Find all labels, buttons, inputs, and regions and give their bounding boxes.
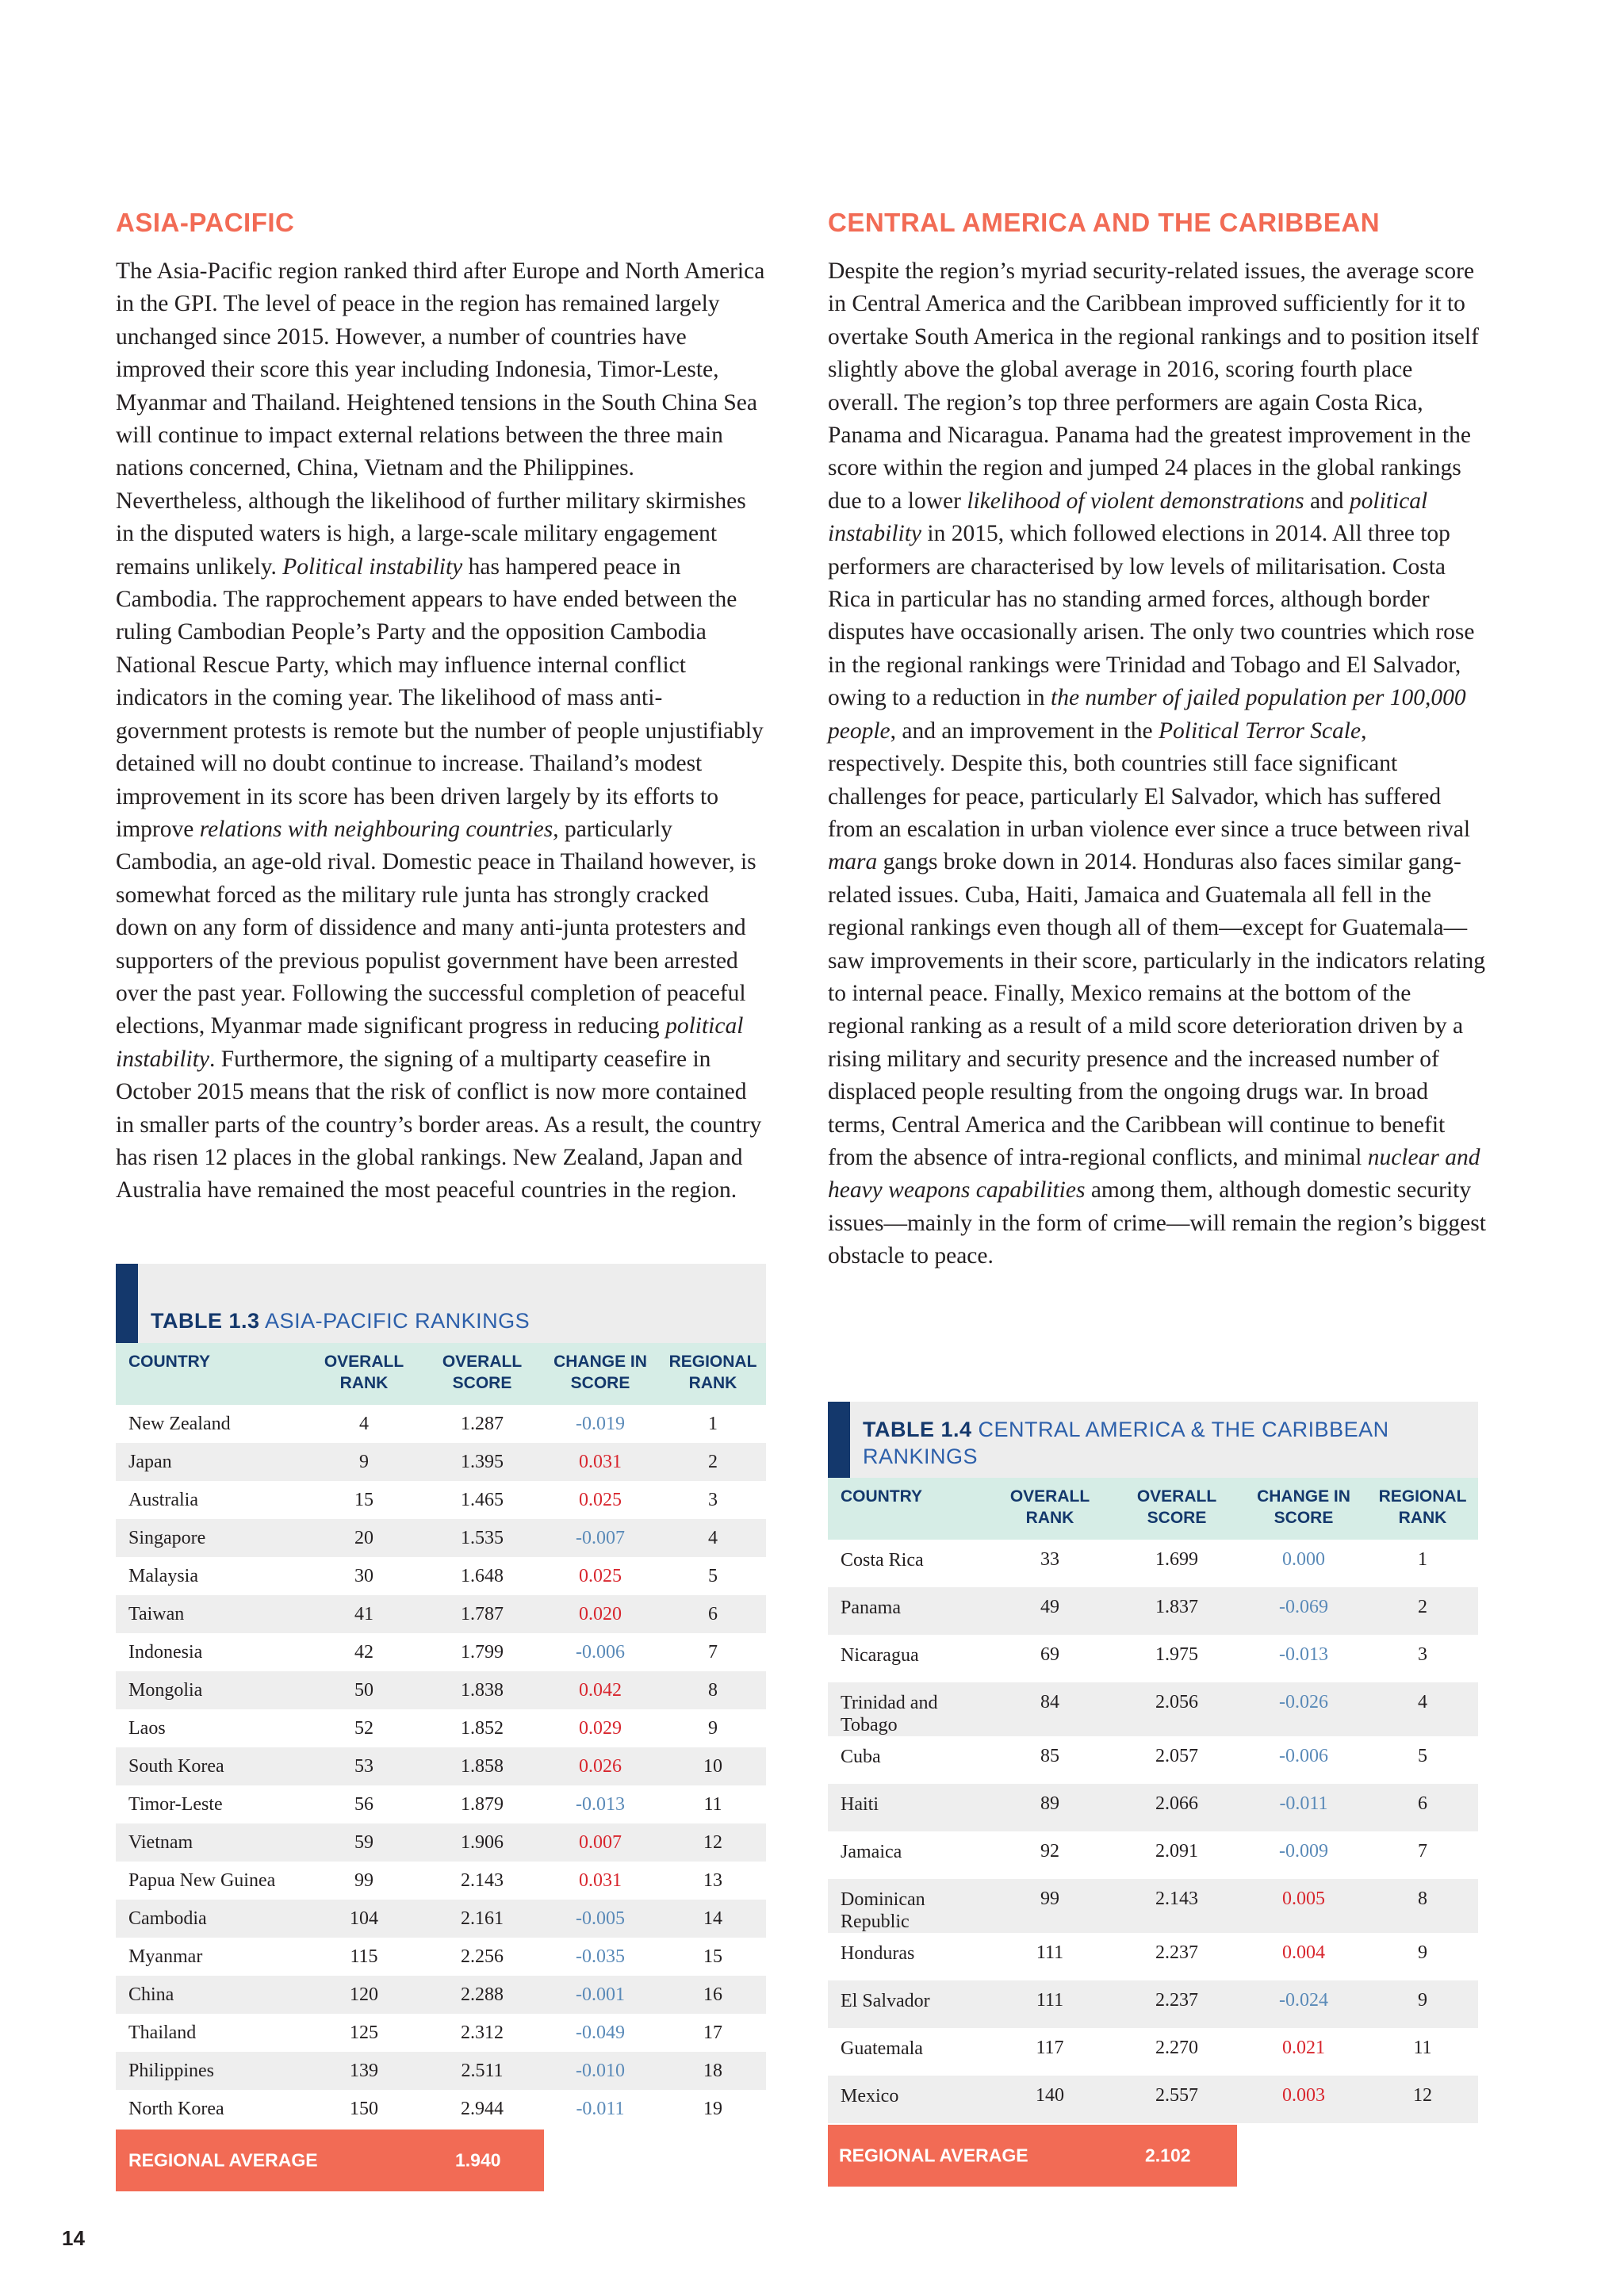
value-cell: 1 — [708, 1413, 718, 1434]
text-run: among them, although domestic security issues—mainly in the form of crime—will remain the region’s biggest obstacle to peace. — [828, 1177, 1486, 1269]
table-row — [828, 1682, 1478, 1736]
column-header: CHANGE IN SCORE — [541, 1343, 660, 1405]
value-cell: 0.004 — [1282, 1942, 1325, 1963]
text-run: in 2015, which followed elections in 2014. All three top performers are characterised by low levels of militarisation. Costa Rica in particular has no standing armed forces, although border disputes have occasionally arisen. The only two countries which rose in the regional rankings were Trinidad and Tobago and El Salvador, owing to a reduction in — [828, 521, 1475, 711]
column-header: CHANGE IN SCORE — [1240, 1478, 1367, 1540]
value-cell: 56 — [354, 1793, 373, 1815]
column-header: OVERALL SCORE — [1113, 1478, 1240, 1540]
value-cell: 42 — [354, 1641, 373, 1663]
value-cell: 53 — [304, 1747, 423, 1785]
value-cell: 15 — [703, 1946, 722, 1967]
country-cell: Laos — [128, 1717, 166, 1739]
table-row — [116, 1900, 766, 1938]
value-cell: 14 — [660, 1900, 766, 1938]
country-cell: Trinidad and Tobago — [828, 1682, 986, 1736]
text-run: gangs broke down in 2014. Honduras also faces similar gang-related issues. Cuba, Haiti, Jamaica and Guatemala all fell in the regional rankings even though all of them—except for Guatemala—saw improvements in their score, particularly in the indicators relating to internal peace. Finally, Mexico remains at the bottom of the regional ranking as a result of a mild score deterioration driven by a rising military and security presence and the increased number of displaced people resulting from the ongoing drugs war. In broad terms, Central America and the Caribbean will continue to benefit from the absence of intra-regional conflicts, and minimal — [828, 849, 1486, 1170]
value-cell: 0.042 — [541, 1671, 660, 1709]
table-header-band — [828, 1402, 1478, 1478]
asia-pacific-rankings-table — [116, 1343, 766, 2128]
text-run: and — [1304, 488, 1350, 514]
value-cell: 5 — [1418, 1746, 1427, 1766]
value-cell: 17 — [703, 2022, 722, 2043]
value-cell: 5 — [708, 1565, 718, 1586]
value-cell: 99 — [354, 1869, 373, 1891]
value-cell: -0.019 — [576, 1413, 625, 1434]
value-cell: 12 — [1367, 2076, 1478, 2123]
value-cell: 2.511 — [423, 2052, 541, 2090]
value-cell: -0.026 — [1240, 1682, 1367, 1736]
value-cell: 0.007 — [541, 1823, 660, 1862]
value-cell: -0.006 — [576, 1641, 625, 1663]
value-cell: 15 — [354, 1489, 373, 1510]
value-cell: 69 — [1040, 1644, 1059, 1665]
value-cell: 9 — [708, 1717, 718, 1739]
value-cell: 117 — [1036, 2038, 1064, 2058]
italic-phrase: political instability — [828, 488, 1428, 547]
country-cell: Mongolia — [116, 1671, 304, 1709]
table-row — [116, 1443, 766, 1481]
value-cell: 84 — [986, 1682, 1113, 1736]
value-cell: 7 — [1418, 1841, 1427, 1862]
country-cell: Cambodia — [116, 1900, 304, 1938]
column-header: REGIONAL RANK — [1367, 1478, 1478, 1540]
table-row — [116, 1481, 766, 1519]
country-cell: Mexico — [828, 2076, 986, 2123]
regional-average-value: 1.940 — [455, 2149, 501, 2171]
value-cell: 0.005 — [1240, 1879, 1367, 1933]
text-run: , respectively. Despite this, both countries still face significant challenges for peace, particularly El Salvador, which has suffered from an escalation in urban violence ever since a truce between rival — [828, 718, 1471, 842]
value-cell: 92 — [1040, 1841, 1059, 1862]
table-1-3 — [116, 1264, 766, 2191]
accent-bar — [828, 1402, 850, 1478]
table-row — [828, 1784, 1478, 1831]
value-cell: 2 — [1367, 1587, 1478, 1635]
table-row — [116, 1405, 766, 1443]
value-cell: -0.011 — [1240, 1784, 1367, 1831]
value-cell: 18 — [660, 2052, 766, 2090]
country-cell: North Korea — [128, 2098, 224, 2119]
value-cell: 2.161 — [423, 1900, 541, 1938]
country-cell: Panama — [828, 1587, 986, 1635]
country-cell: Indonesia — [128, 1641, 203, 1663]
table-row — [116, 1976, 766, 2014]
country-cell: South Korea — [116, 1747, 304, 1785]
table-row — [116, 1709, 766, 1747]
value-cell: 11 — [703, 1793, 722, 1815]
value-cell: -0.001 — [541, 1976, 660, 2014]
country-cell: Taiwan — [116, 1595, 304, 1633]
value-cell: -0.049 — [576, 2022, 625, 2043]
value-cell: 9 — [1418, 1942, 1427, 1963]
value-cell: 2.288 — [423, 1976, 541, 2014]
country-cell: Costa Rica — [841, 1550, 924, 1571]
value-cell: -0.007 — [541, 1519, 660, 1557]
text-run: The Asia-Pacific region ranked third after Europe and North America in the GPI. The level of peace in the region has remained largely unchanged since 2015. However, a number of countries have improved their score this year including Indonesia, Timor-Leste, Myanmar and Thailand. Heightened tensions in the South China Sea will continue to impact external relations between the three main nations concerned, China, Vietnam and the Philippines. Nevertheless, although the likelihood of further military skirmishes in the disputed waters is high, a large-scale military engagement remains unlikely. — [116, 258, 765, 580]
table-header-band — [116, 1264, 766, 1343]
value-cell: 16 — [660, 1976, 766, 2014]
value-cell: -0.010 — [541, 2052, 660, 2090]
value-cell: 41 — [304, 1595, 423, 1633]
country-cell: Vietnam — [116, 1823, 304, 1862]
value-cell: -0.011 — [576, 2098, 625, 2119]
value-cell: 20 — [304, 1519, 423, 1557]
table-row — [116, 1557, 766, 1595]
value-cell: 1.535 — [423, 1519, 541, 1557]
table-label: TABLE 1.3 — [151, 1309, 260, 1333]
value-cell: 150 — [350, 2098, 378, 2119]
value-cell: 85 — [1040, 1746, 1059, 1766]
central-america-heading: CENTRAL AMERICA AND THE CARIBBEAN — [828, 208, 1381, 237]
country-cell: Australia — [128, 1489, 198, 1510]
value-cell: 99 — [986, 1879, 1113, 1933]
value-cell: 0.029 — [579, 1717, 622, 1739]
value-cell: 1.852 — [461, 1717, 504, 1739]
value-cell: 1.837 — [1113, 1587, 1240, 1635]
table-row — [828, 1831, 1478, 1879]
country-cell: Haiti — [828, 1784, 986, 1831]
italic-phrase: political instability — [116, 1013, 744, 1072]
value-cell: 2.237 — [1113, 1980, 1240, 2028]
table-row — [828, 2076, 1478, 2123]
column-header: COUNTRY — [828, 1478, 986, 1540]
text-run: . Furthermore, the signing of a multiparty ceasefire in October 2015 means that the risk of conflict is now more contained in smaller parts of the country’s border areas. As a result, the country has risen 12 places in the global rankings. New Zealand, Japan and Australia have remained the most peaceful countries in the region. — [116, 1046, 762, 1203]
value-cell: 111 — [1036, 1942, 1064, 1963]
country-cell: Thailand — [128, 2022, 197, 2043]
value-cell: 125 — [350, 2022, 378, 2043]
table-row — [828, 2028, 1478, 2076]
table-row — [828, 1736, 1478, 1784]
value-cell: 1.858 — [423, 1747, 541, 1785]
value-cell: 140 — [986, 2076, 1113, 2123]
central-america-paragraph — [828, 255, 1486, 1273]
value-cell: 89 — [986, 1784, 1113, 1831]
table-row — [116, 1595, 766, 1633]
country-cell: Jamaica — [841, 1842, 902, 1862]
value-cell: 0.031 — [579, 1869, 622, 1891]
italic-phrase: relations with neighbouring countries, — [199, 816, 559, 842]
value-cell: 1.287 — [461, 1413, 504, 1434]
italic-phrase: the number of jailed population per 100,000 people — [828, 685, 1466, 744]
regional-average-value: 2.102 — [1145, 2145, 1191, 2166]
value-cell: 49 — [986, 1587, 1113, 1635]
value-cell: 0.003 — [1240, 2076, 1367, 2123]
value-cell: -0.009 — [1279, 1841, 1328, 1862]
text-run: particularly Cambodia, an age-old rival. Domestic peace in Thailand however, is somewhat forced as the military rule junta has strongly cracked down on any form of dissidence and many anti-junta protesters and supporters of the previous populist government have been arrested over the past year. Following the successful completion of peaceful elections, Myanmar made significant progress in reducing — [116, 816, 756, 1039]
value-cell: 4 — [660, 1519, 766, 1557]
central-america-section — [828, 208, 1486, 1273]
country-cell: Honduras — [841, 1943, 915, 1964]
value-cell: -0.013 — [576, 1793, 625, 1815]
value-cell: 0.021 — [1282, 2038, 1325, 2058]
value-cell: 139 — [304, 2052, 423, 2090]
text-run: Despite the region’s myriad security-related issues, the average score in Central America and the Caribbean improved sufficiently for it to overtake South America in the regional rankings and to position itself slightly above the global average in 2016, scoring fourth place overall. The region’s top three performers are again Costa Rica, Panama and Nicaragua. Panama had the greatest improvement in the score within the region and jumped 24 places in the global rankings due to a lower — [828, 258, 1479, 514]
country-cell: Cuba — [841, 1747, 881, 1767]
regional-average-bar — [116, 2130, 544, 2191]
value-cell: 2.057 — [1155, 1746, 1198, 1766]
value-cell: 0.031 — [541, 1443, 660, 1481]
country-cell: Japan — [116, 1443, 304, 1481]
value-cell: 1.838 — [423, 1671, 541, 1709]
table-title — [151, 1309, 530, 1334]
value-cell: -0.005 — [541, 1900, 660, 1938]
table-row — [116, 1823, 766, 1862]
value-cell: 1.787 — [423, 1595, 541, 1633]
country-cell: Nicaragua — [841, 1645, 919, 1666]
value-cell: 11 — [1413, 2038, 1432, 2058]
value-cell: 2.944 — [461, 2098, 504, 2119]
value-cell: 13 — [703, 1869, 722, 1891]
accent-bar — [116, 1264, 138, 1343]
column-header: OVERALL SCORE — [423, 1343, 541, 1405]
value-cell: 111 — [986, 1980, 1113, 2028]
table-title — [863, 1416, 1418, 1470]
value-cell: -0.013 — [1279, 1644, 1328, 1665]
value-cell: 2 — [660, 1443, 766, 1481]
value-cell: -0.035 — [576, 1946, 625, 1967]
value-cell: 10 — [660, 1747, 766, 1785]
page-number: 14 — [62, 2226, 85, 2250]
table-row — [828, 1587, 1478, 1635]
regional-average-label: REGIONAL AVERAGE — [128, 2149, 318, 2171]
country-cell: New Zealand — [128, 1413, 231, 1434]
table-label: TABLE 1.4 — [863, 1418, 972, 1441]
asia-pacific-section — [116, 208, 766, 1207]
value-cell: 2.256 — [461, 1946, 504, 1967]
value-cell: 1.465 — [461, 1489, 504, 1510]
table-row — [116, 2014, 766, 2052]
value-cell: 7 — [708, 1641, 718, 1663]
table-1-4 — [828, 1402, 1478, 2187]
central-america-rankings-table — [828, 1478, 1478, 2123]
value-cell: 0.026 — [541, 1747, 660, 1785]
value-cell: 0.025 — [579, 1565, 622, 1586]
value-cell: 8 — [660, 1671, 766, 1709]
table-row — [828, 1540, 1478, 1587]
value-cell: 2.091 — [1155, 1841, 1198, 1862]
value-cell: 2.066 — [1113, 1784, 1240, 1831]
value-cell: 8 — [1367, 1879, 1478, 1933]
value-cell: 1.699 — [1155, 1549, 1198, 1570]
value-cell: 6 — [1367, 1784, 1478, 1831]
value-cell: 1.906 — [423, 1823, 541, 1862]
value-cell: -0.069 — [1240, 1587, 1367, 1635]
value-cell: 12 — [660, 1823, 766, 1862]
table-row — [116, 1671, 766, 1709]
column-header: COUNTRY — [116, 1343, 304, 1405]
value-cell: 120 — [304, 1976, 423, 2014]
regional-average-label: REGIONAL AVERAGE — [839, 2145, 1028, 2166]
country-cell: Myanmar — [128, 1946, 203, 1967]
value-cell: 9 — [1367, 1980, 1478, 2028]
value-cell: 0.020 — [541, 1595, 660, 1633]
country-cell: Guatemala — [841, 2038, 923, 2059]
table-row — [116, 1633, 766, 1671]
table-row — [828, 1879, 1478, 1933]
value-cell: 33 — [1040, 1549, 1059, 1570]
table-row — [116, 1747, 766, 1785]
country-cell: Timor-Leste — [128, 1793, 223, 1815]
value-cell: 1.395 — [423, 1443, 541, 1481]
value-cell: 52 — [354, 1717, 373, 1739]
value-cell: -0.006 — [1279, 1746, 1328, 1766]
value-cell: 1 — [1418, 1549, 1427, 1570]
italic-phrase: Political instability — [282, 553, 463, 580]
italic-phrase: Political Terror Scale — [1158, 718, 1362, 744]
value-cell: 3 — [708, 1489, 718, 1510]
value-cell: 0.000 — [1282, 1549, 1325, 1570]
column-header: OVERALL RANK — [986, 1478, 1113, 1540]
value-cell: 3 — [1418, 1644, 1427, 1665]
country-cell: Papua New Guinea — [128, 1869, 276, 1891]
table-row — [116, 2090, 766, 2128]
table-title-text: ASIA-PACIFIC RANKINGS — [265, 1309, 530, 1333]
table-title-text: CENTRAL AMERICA & THE CARIBBEAN RANKINGS — [863, 1418, 1389, 1468]
value-cell: 4 — [1367, 1682, 1478, 1736]
italic-phrase: likelihood of violent demonstrations — [967, 488, 1304, 514]
country-cell: Singapore — [116, 1519, 304, 1557]
regional-average-bar — [828, 2125, 1237, 2187]
table-row — [828, 1980, 1478, 2028]
value-cell: 59 — [304, 1823, 423, 1862]
country-cell: Malaysia — [128, 1565, 198, 1586]
value-cell: 2.557 — [1113, 2076, 1240, 2123]
table-row — [116, 1938, 766, 1976]
value-cell: 9 — [304, 1443, 423, 1481]
value-cell: 115 — [350, 1946, 378, 1967]
asia-pacific-heading: ASIA-PACIFIC — [116, 208, 295, 237]
value-cell: 1.975 — [1155, 1644, 1198, 1665]
value-cell: 1.879 — [461, 1793, 504, 1815]
value-cell: 50 — [304, 1671, 423, 1709]
value-cell: 104 — [304, 1900, 423, 1938]
country-cell: El Salvador — [828, 1980, 986, 2028]
country-cell: Dominican Republic — [828, 1879, 986, 1933]
value-cell: 2.056 — [1113, 1682, 1240, 1736]
table-row — [828, 1933, 1478, 1980]
country-cell: China — [116, 1976, 304, 2014]
table-row — [116, 1519, 766, 1557]
table-row — [828, 1635, 1478, 1682]
column-header: REGIONAL RANK — [660, 1343, 766, 1405]
column-header: OVERALL RANK — [304, 1343, 423, 1405]
italic-phrase: mara — [828, 849, 878, 875]
value-cell: 19 — [703, 2098, 722, 2119]
value-cell: 1.648 — [461, 1565, 504, 1586]
value-cell: -0.024 — [1240, 1980, 1367, 2028]
value-cell: 2.237 — [1155, 1942, 1198, 1963]
value-cell: 4 — [359, 1413, 369, 1434]
table-row — [116, 1785, 766, 1823]
country-cell: Philippines — [116, 2052, 304, 2090]
value-cell: 30 — [354, 1565, 373, 1586]
value-cell: 1.799 — [461, 1641, 504, 1663]
value-cell: 0.025 — [579, 1489, 622, 1510]
value-cell: 6 — [660, 1595, 766, 1633]
text-run: has hampered peace in Cambodia. The rapprochement appears to have ended between the ruling Cambodian People’s Party and the opposition Cambodia National Rescue Party, which may influence internal conflict indicators in the coming year. The likelihood of mass anti-government protests is remote but the number of people unjustifiably detained will no doubt continue to increase. Thailand’s modest improvement in its score has been driven largely by its efforts to improve — [116, 553, 764, 842]
asia-pacific-paragraph — [116, 255, 766, 1207]
value-cell: 2.312 — [461, 2022, 504, 2043]
table-row — [116, 2052, 766, 2090]
value-cell: 2.143 — [1113, 1879, 1240, 1933]
text-run: , and an improvement in the — [890, 718, 1159, 744]
table-row — [116, 1862, 766, 1900]
value-cell: 2.143 — [461, 1869, 504, 1891]
value-cell: 2.270 — [1155, 2038, 1198, 2058]
italic-phrase: nuclear and heavy weapons capabilities — [828, 1144, 1480, 1203]
